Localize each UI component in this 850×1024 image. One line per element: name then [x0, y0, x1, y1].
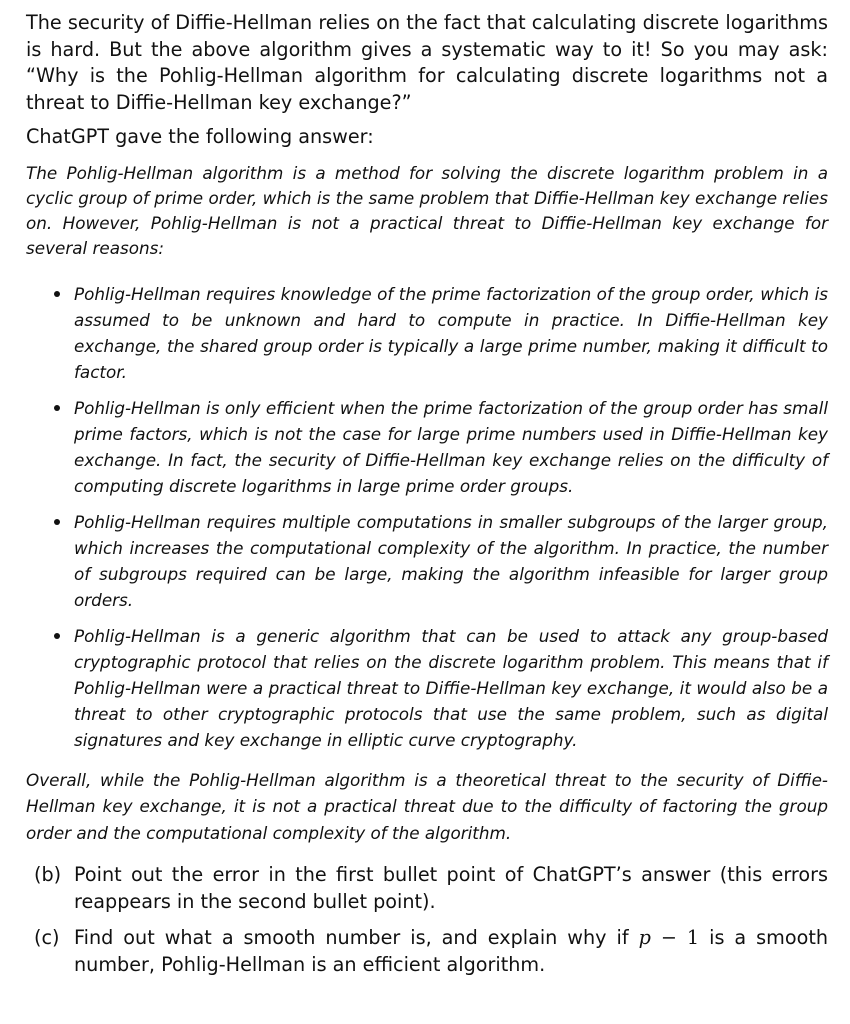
question-c-text-before: Find out what a smooth number is, and explain why if: [74, 926, 639, 949]
question-c-text-after: is a smooth number, Pohlig-Hellman is an efficient algorithm.: [74, 926, 829, 976]
question-list: [26, 862, 828, 978]
question-b: [34, 862, 828, 915]
answer-closing: Overall, while the Pohlig-Hellman algorithm is a theoretical threat to the security of Diffie-Hellman key exchange, it is not a practical threat due to the difficulty of factoring the group order and the computational complexity of the algorithm.: [26, 769, 828, 843]
bullet-text: Pohlig-Hellman requires knowledge of the prime factorization of the group order, which is assumed to be unknown and hard to compute in practice. In Diffie-Hellman key exchange, the shared group order is typically a large prime number, making it difficult to factor.: [74, 283, 828, 382]
math-minus-one: − 1: [650, 926, 700, 949]
math-variable-p: p: [638, 926, 651, 949]
bullet-text: Pohlig-Hellman is a generic algorithm that can be used to attack any group-based cryptographic protocol that relies on the discrete logarithm problem. This means that if Pohlig-Hellman were a practical threat to Diffie-Hellman key exchange, it would also be a threat to other cryptographic protocols that use the same problem, such as digital signatures and key exchange in elliptic curve cryptography.: [74, 625, 828, 750]
bullet-dot-icon: [54, 291, 60, 297]
bullet-text: Pohlig-Hellman requires multiple computations in smaller subgroups of the larger group, which increases the computational complexity of the algorithm. In practice, the number of subgroups required can be large, making the algorithm infeasible for larger group orders.: [74, 511, 828, 610]
bullet-dot-icon: [54, 633, 60, 639]
answer-bullet-2: [74, 395, 828, 499]
question-b-label: (b): [34, 863, 62, 886]
answer-bullet-list: [26, 281, 828, 753]
chatgpt-answer: [26, 161, 828, 847]
answer-bullet-1: [74, 281, 828, 385]
chatgpt-lead-in: ChatGPT gave the following answer:: [26, 125, 374, 148]
bullet-dot-icon: [54, 405, 60, 411]
bullet-dot-icon: [54, 519, 60, 525]
answer-bullet-4: [74, 623, 828, 753]
answer-bullet-3: [74, 509, 828, 613]
question-c: [34, 925, 829, 978]
bullet-text: Pohlig-Hellman is only efficient when the prime factorization of the group order has small prime factors, which is not the case for large prime numbers used in Diffie-Hellman key exchange. In fact, the security of Diffie-Hellman key exchange relies on the difficulty of computing discrete logarithms in large prime order groups.: [74, 397, 828, 496]
intro-paragraph: The security of Diffie-Hellman relies on the fact that calculating discrete logarithms is hard. But the above algorithm gives a systematic way to it! So you may ask: “Why is the Pohlig-Hellman algorithm for calculating discrete logarithms not a threat to Diffie-Hellman key exchange?”: [26, 11, 828, 114]
answer-opening: The Pohlig-Hellman algorithm is a method for solving the discrete logarithm problem in a cyclic group of prime order, which is the same problem that Diffie-Hellman key exchange relies on. However, Pohlig-Hellman is not a practical threat to Diffie-Hellman key exchange for several reasons:: [26, 162, 828, 258]
question-b-text: Point out the error in the first bullet point of ChatGPT’s answer (this errors reappears in the second bullet point).: [74, 863, 828, 913]
question-c-label: (c): [34, 926, 60, 949]
